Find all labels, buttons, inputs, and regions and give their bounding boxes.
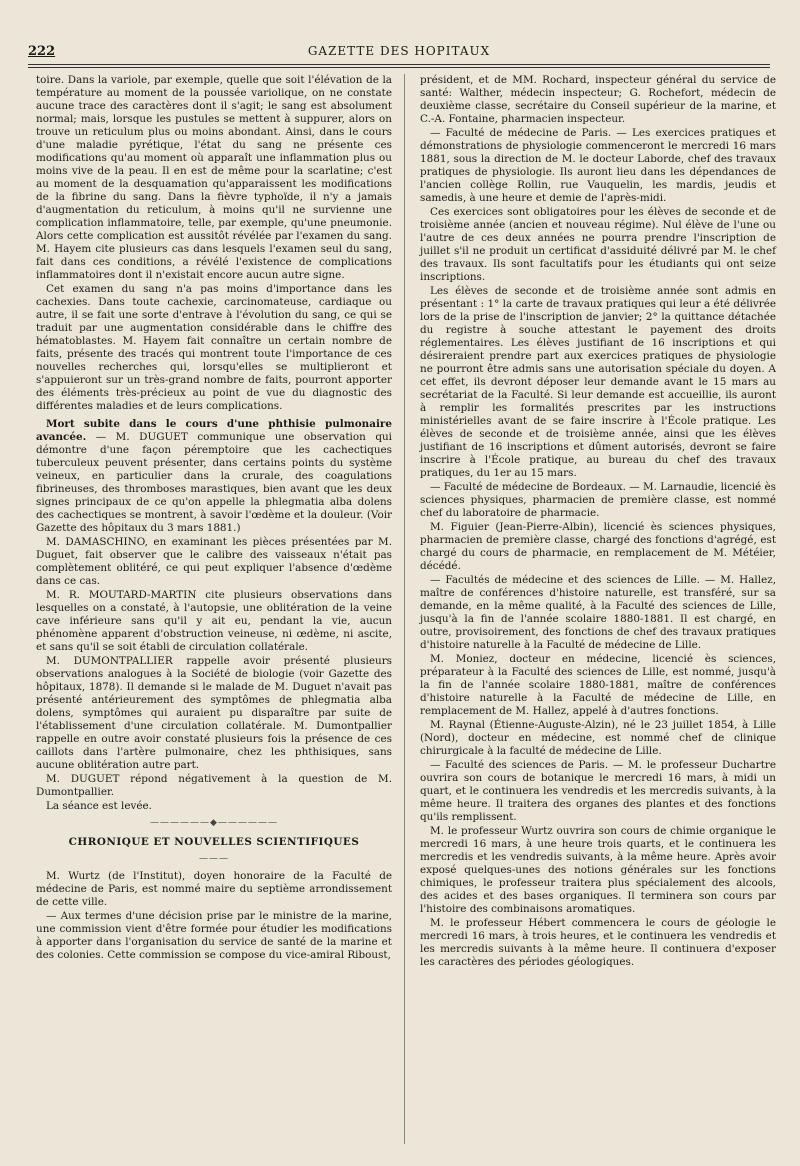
section-title: CHRONIQUE ET NOUVELLES SCIENTIFIQUES (68, 836, 360, 848)
paragraph: Cet examen du sang n'a pas moins d'importance dans les cachexies. Dans toute cachexie, carcinomateuse, cardiaque ou autre, il se fait une sorte d'entrave à l'évolution du sang, ce qui se traduit par une augmentation considérable dans le chiffre des hématoblastes. M. Hayem fait connaître un certain nombre de faits, présente des tracés qui montrent toute l'importance de ces nouvelles recherches qui, lorsqu'elles se multiplieront et s'appuieront sur un très-grand nombre de faits, pourront apporter des éléments très-précieux au point de vue du diagnostic des différentes maladies et de leurs complications. (36, 283, 392, 412)
paragraph: président, et de MM. Rochard, inspecteur général du service de santé: Walther, médecin inspecteur; G. Rochefort, médecin de deuxième classe, secrétaire du Conseil supérieur de la marine, et C.-A. Fontaine, pharmacien inspecteur. (420, 74, 776, 125)
paragraph: toire. Dans la variole, par exemple, quelle que soit l'élévation de la température au moment de la poussée variolique, on ne constate aucune trace des caractères dont il s'agit; le sang est absolument normal; mais, lorsque les pustules se mettent à suppurer, alors on trouve un reticulum plus ou moins abondant. Ainsi, dans le cours d'une maladie pyrétique, l'état du sang ne présente ces modifications qu'au moment où apparaît une inflammation plus ou moins vive de la peau. Il en est de même pour la scarlatine; c'est au moment de la desquamation qu'apparaissent les modifications de la fibrine du sang. Dans la fièvre typhoïde, il n'y a jamais d'augmentation du reticulum, à moins qu'il ne survienne une complication inflammatoire, telle, par exemple, qu'une pneumonie. Alors cette complication est aussitôt révélée par l'examen du sang. M. Hayem cite plusieurs cas dans lesquels l'examen seul du sang, fait dans ces conditions, a révélé l'existence de complications inflammatoires dont il n'existait encore aucun autre signe. (36, 74, 392, 281)
paragraph-text: rappelle avoir présenté plusieurs observations analogues à la Société de biologie (voir Gazette des hôpitaux, 1878). Il demande si le malade de M. Duguet n'avait pas présenté antérieurement des symptômes de phlegmatia alba dolens, symptômes qui auraient pu disparaître par suite de l'établissement d'une circulation collatérale. M. Dumontpallier rappelle en outre avoir constaté plusieurs fois la présence de ces caillots dans l'artère pulmonaire, chez les phthisiques, sans aucune oblitération autre part. (36, 655, 392, 771)
paragraph: — Faculté de médecine de Bordeaux. — M. Larnaudie, licencié ès sciences physiques, pharmacien de première classe, est nommé chef du laboratoire de pharmacie. (420, 481, 776, 519)
paragraph-sudden-death (36, 418, 392, 535)
speaker-name: M. DUMONTPALLIER (46, 655, 173, 667)
paragraph-text: communique une observation qui démontre d'une façon péremptoire que les cachectiques tuberculeux peuvent présenter, dans certains points du système veineux, en particulier dans la crurale, des coagulations fibrineuses, des thromboses marastiques, bien avant que les deux signes principaux de ce qu'on appelle la phlegmatia alba dolens des cachectiques se montrent, à savoir l'œdème et la douleur. (Voir Gazette des hôpitaux du 3 mars 1881.) (36, 431, 392, 534)
paragraph: — Faculté de médecine de Paris. — Les exercices pratiques et démonstrations de physiologie commenceront le mercredi 16 mars 1881, sous la direction de M. le docteur Laborde, chef des travaux pratiques de physiologie. Ils auront lieu dans les dépendances de l'ancien collège Rollin, rue Vauquelin, les mardis, jeudis et samedis, à une heure et demie de l'après-midi. (420, 127, 776, 204)
short-rule: ——— (199, 854, 229, 864)
paragraph: — Facultés de médecine et des sciences de Lille. — M. Hallez, maître de conférences d'histoire naturelle, est transféré, sur sa demande, en la même qualité, à la Faculté des sciences de Lille, jusqu'à la fin de l'année scolaire 1880-1881. Il est chargé, en outre, provisoirement, des fonctions de chef des travaux pratiques d'histoire naturelle à la Faculté de médecine de Lille. (420, 574, 776, 651)
page-number: 222 (28, 44, 56, 59)
paragraph: M. Raynal (Étienne-Auguste-Alzin), né le 23 juillet 1854, à Lille (Nord), docteur en médecine, est nommé chef de clinique chirurgicale à la faculté de médecine de Lille. (420, 719, 776, 757)
paragraph-text: répond négativement à la question de M. Dumontpallier. (36, 773, 393, 798)
ornament-divider: ——————◆—————— (150, 818, 278, 828)
paragraph-text: en examinant les pièces présentées par M. Duguet, fait observer que le calibre des vaisseaux n'était pas complètement oblitéré, ce qui peut expliquer l'absence d'œdème dans ce cas. (36, 536, 392, 587)
paragraph (36, 536, 392, 588)
paragraph: Les élèves de seconde et de troisième année sont admis en présentant : 1° la carte de travaux pratiques qui leur a été délivrée lors de la prise de l'inscription de janvier; 2° la quittance détachée du registre à souche attestant le payement des droits réglementaires. Les élèves justifiant de 16 inscriptions et qui désireraient prendre part aux exercices pratiques de physiologie ne pourront être admis sans une autorisation spéciale du doyen. A cet effet, ils devront déposer leur demande avant le 15 mars au secrétariat de la Faculté. Si leur demande est accueillie, ils auront à remplir les formalités prescrites par les instructions ministérielles avant de se faire inscrire à l'École pratique. Les élèves de seconde et de troisième année, ainsi que les élèves justifiant de 16 inscriptions et dûment autorisés, devront se faire inscrire à l'École pratique, au bureau du chef des travaux pratiques, du 1er au 15 mars. (420, 285, 776, 479)
paragraph: M. Figuier (Jean-Pierre-Albin), licencié ès sciences physiques, pharmacien de première classe, chargé des fonctions d'agrégé, est chargé du cours de pharmacie, en remplacement de M. Météier, décédé. (420, 521, 776, 572)
paragraph (36, 589, 392, 654)
speaker-name: M. DUGUET (46, 773, 120, 785)
paragraph-text: cite plusieurs observations dans lesquelles on a constaté, à l'autopsie, une oblitération de la veine cave inférieure sans qu'il y ait eu, pendant la vie, aucun phénomène apparent d'obstruction veineuse, ni œdème, ni ascite, et sans qu'il se soit établi de circulation collatérale. (36, 589, 392, 653)
paragraph: M. le professeur Hébert commencera le cours de géologie le mercredi 16 mars, à trois heures, et le continuera les vendredis et les mercredis suivants à la même heure. Il continuera d'exposer les caractères des périodes géologiques. (420, 917, 776, 968)
paragraph: — Aux termes d'une décision prise par le ministre de la marine, une commission vient d'être formée pour étudier les modifications à apporter dans l'organisation du service de santé de la marine et des colonies. Cette commission se compose du vice-amiral Riboust, (36, 910, 392, 961)
speaker-name: M. DAMASCHINO, (46, 536, 148, 548)
paragraph: La séance est levée. (46, 800, 152, 812)
paragraph: — Faculté des sciences de Paris. — M. le professeur Duchartre ouvrira son cours de botanique le mercredi 16 mars, à midi un quart, et le continuera les vendredis et les mercredis suivants, à la même heure. Il traitera des organes des plantes et des fonctions qu'ils remplissent. (420, 759, 776, 823)
speaker-name: M. R. MOUTARD-MARTIN (46, 589, 197, 601)
left-column (36, 74, 392, 963)
paragraph: Ces exercices sont obligatoires pour les élèves de seconde et de troisième année (ancien et nouveau régime). Nul élève de l'une ou l'autre de ces deux années ne pourra prendre l'inscription de juillet s'il ne produit un certificat d'assiduité délivré par M. le chef des travaux. Ils sont facultatifs pour les étudiants qui ont seize inscriptions. (420, 206, 776, 283)
speaker-name: — M. DUGUET (95, 431, 188, 443)
paragraph (36, 655, 392, 772)
column-divider (404, 74, 405, 1144)
running-title: GAZETTE DES HOPITAUX (307, 44, 491, 58)
paragraph: M. Moniez, docteur en médecine, licencié ès sciences, préparateur à la Faculté des sciences de Lille, est nommé, jusqu'à la fin de l'année scolaire 1880-1881, maître de conférences d'histoire naturelle à la Faculté de médecine de Lille, en remplacement de M. Hallez, appelé à d'autres fonctions. (420, 653, 776, 717)
paragraph: M. le professeur Wurtz ouvrira son cours de chimie organique le mercredi 16 mars, à une heure trois quarts, et le continuera les mercredis et les vendredis suivants, à la même heure. Après avoir exposé quelques-unes des notions générales sur les fonctions chimiques, le professeur traitera plus spécialement des alcools, des acides et des bases organiques. Il terminera son cours par l'histoire des combinaisons aromatiques. (420, 825, 776, 915)
header-rule-top (28, 64, 770, 65)
paragraph (36, 773, 392, 799)
subsection-lead: Mort subite dans le cours d'une phthisie pulmonaire avancée. (36, 418, 392, 443)
paragraph: M. Wurtz (de l'Institut), doyen honoraire de la Faculté de médecine de Paris, est nommé maire du septième arrondissement de cette ville. (36, 870, 392, 908)
page-header (28, 44, 770, 62)
right-column (420, 74, 776, 970)
header-rule-bottom (28, 67, 770, 68)
